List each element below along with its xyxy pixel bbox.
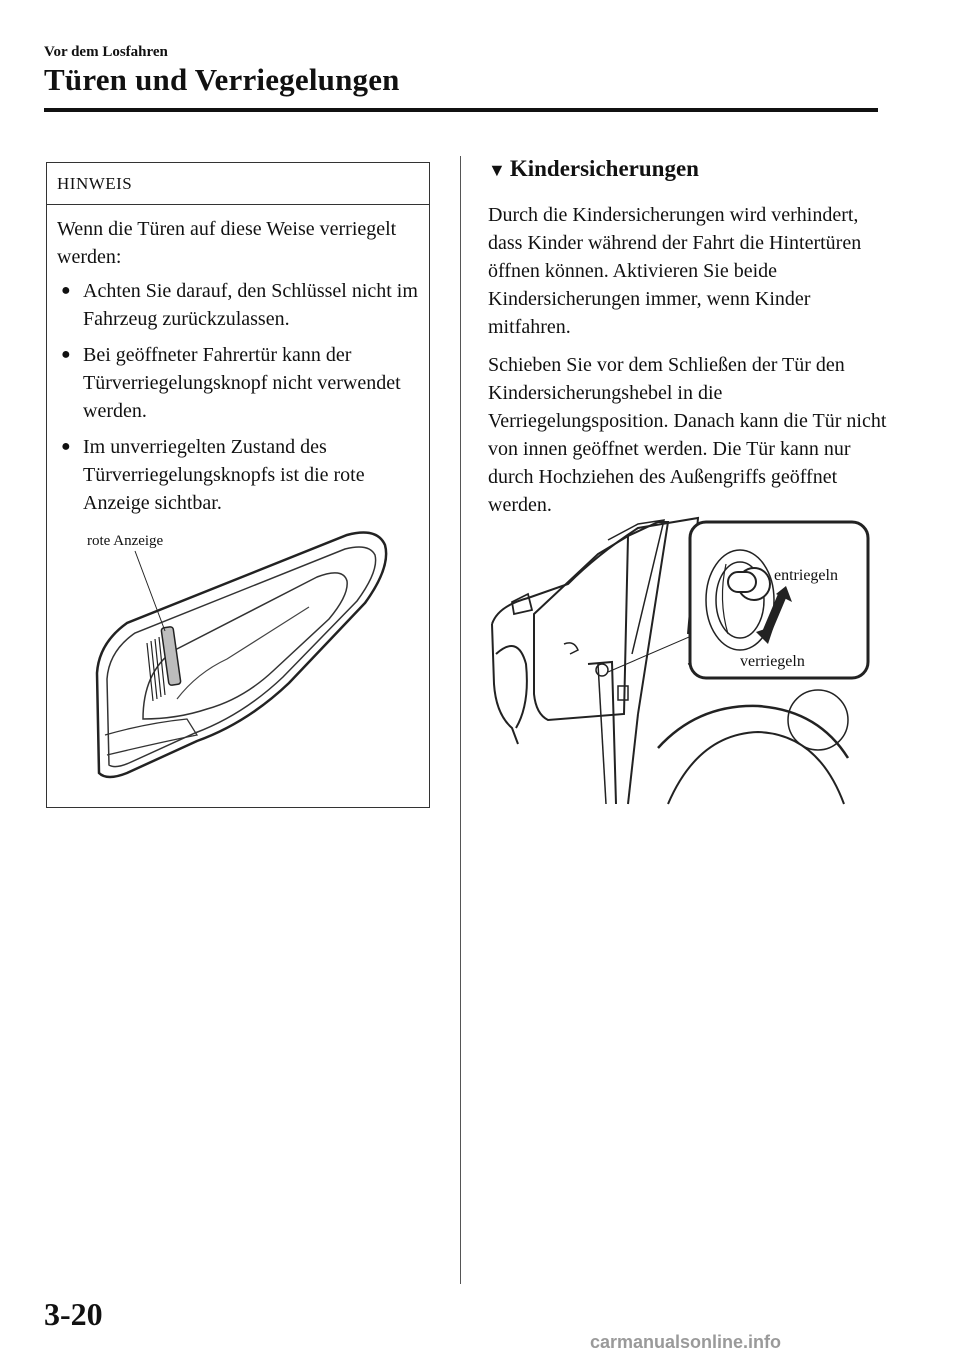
- child-locks-heading-text: Kindersicherungen: [509, 156, 699, 181]
- list-item-text: Bei geöffneter Fahrertür kann der Türverriegelungsknopf nicht verwendet werden.: [83, 344, 401, 422]
- door-handle-illustration: [47, 523, 429, 803]
- bullet-dot-icon: ●: [61, 282, 71, 299]
- page-number: 3-20: [44, 1296, 103, 1332]
- list-item: [57, 341, 419, 425]
- note-box: [46, 162, 430, 808]
- note-list: [57, 277, 419, 517]
- note-body: [47, 205, 429, 517]
- list-item-text: Achten Sie darauf, den Schlüssel nicht im Fahrzeug zurückzulassen.: [83, 280, 418, 330]
- section-label: Vor dem Losfahren: [44, 44, 168, 60]
- child-locks-paragraph-2: Schieben Sie vor dem Schließen der Tür den Kindersicherungshebel in die Verriegelungsposition. Danach kann die Tür nicht von innen geöffnet werden. Die Tür kann nur durch Hochziehen des Außengriffs geöffnet werden.: [488, 354, 887, 516]
- title-rule: [44, 108, 878, 112]
- figure-label-lock: verriegeln: [740, 653, 805, 670]
- figure-label-red-indicator: rote Anzeige: [87, 533, 164, 549]
- bullet-dot-icon: ●: [61, 346, 71, 363]
- note-intro: Wenn die Türen auf diese Weise verriegelt werden:: [57, 218, 397, 268]
- column-divider: [460, 156, 461, 1284]
- child-lock-illustration: [488, 514, 878, 806]
- list-item: [57, 277, 419, 333]
- page-title: Türen und Verriegelungen: [44, 62, 400, 97]
- list-item-text: Im unverriegelten Zustand des Türverriegelungsknopfs ist die rote Anzeige sichtbar.: [83, 436, 365, 514]
- watermark-logo: carmanualsonline.info: [590, 1332, 782, 1352]
- list-item: [57, 433, 419, 517]
- child-locks-paragraph-1: Durch die Kindersicherungen wird verhindert, dass Kinder während der Fahrt die Hintertüren öffnen können. Aktivieren Sie beide Kindersicherungen immer, wenn Kinder mitfahren.: [488, 204, 862, 338]
- child-locks-heading: [488, 156, 699, 182]
- bullet-dot-icon: ●: [61, 438, 71, 455]
- triangle-down-icon: ▼: [488, 160, 506, 180]
- note-heading: HINWEIS: [47, 163, 429, 205]
- figure-label-unlock: entriegeln: [774, 567, 838, 584]
